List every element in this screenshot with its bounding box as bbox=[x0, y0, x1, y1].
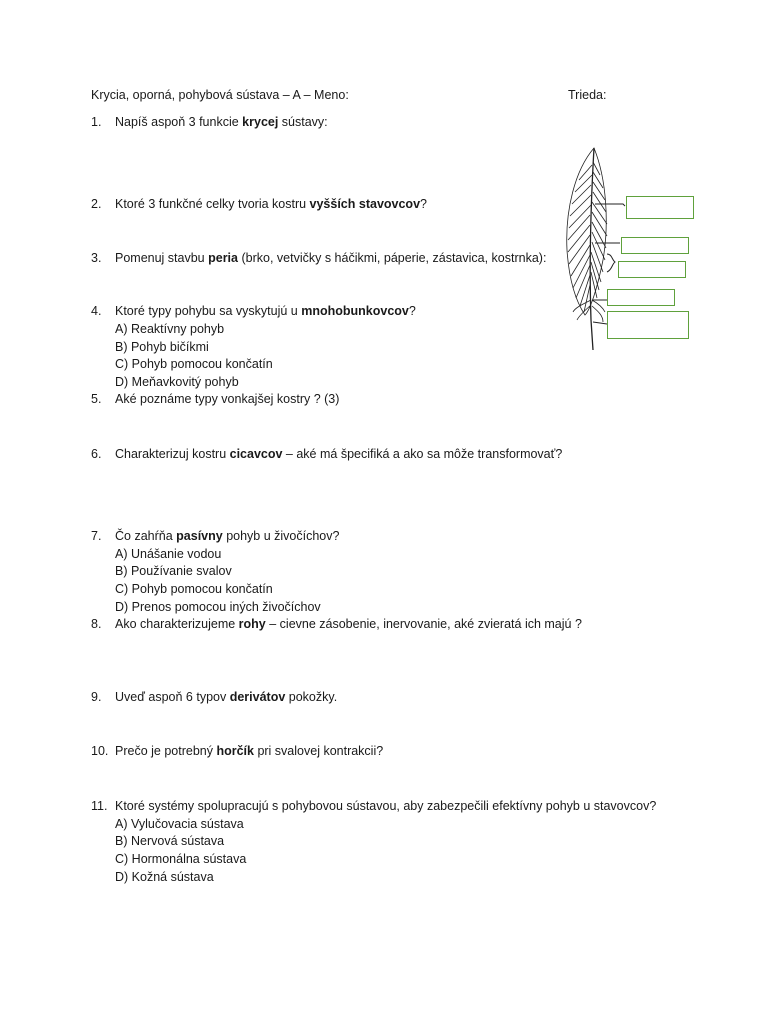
question-text: Prečo je potrebný horčík pri svalovej kontrakcii? bbox=[115, 744, 384, 758]
question-number: 7. bbox=[91, 529, 102, 543]
question-text: Aké poznáme typy vonkajšej kostry ? (3) bbox=[115, 392, 340, 406]
answer-option: A) Reaktívny pohyb bbox=[115, 322, 225, 336]
feather-label-box[interactable] bbox=[607, 289, 675, 306]
question-number: 1. bbox=[91, 115, 102, 129]
question-text: Charakterizuj kostru cicavcov – aké má špecifiká a ako sa môže transformovať? bbox=[115, 447, 563, 461]
question-text: Ktoré typy pohybu sa vyskytujú u mnohobunkovcov? bbox=[115, 304, 416, 318]
question-text: Ktoré 3 funkčné celky tvoria kostru vyšších stavovcov? bbox=[115, 197, 427, 211]
answer-option: A) Unášanie vodou bbox=[115, 547, 222, 561]
question-number: 5. bbox=[91, 392, 102, 406]
answer-option: D) Kožná sústava bbox=[115, 870, 214, 884]
answer-option: A) Vylučovacia sústava bbox=[115, 817, 244, 831]
question-number: 9. bbox=[91, 690, 102, 704]
question-text: Ktoré systémy spolupracujú s pohybovou sústavou, aby zabezpečili efektívny pohyb u stavovcov? bbox=[115, 799, 657, 813]
question-number: 2. bbox=[91, 197, 102, 211]
answer-option: B) Nervová sústava bbox=[115, 834, 225, 848]
feather-label-box[interactable] bbox=[621, 237, 689, 254]
question-text: Ako charakterizujeme rohy – cievne zásobenie, inervovanie, aké zvieratá ich majú ? bbox=[115, 617, 582, 631]
question-number: 6. bbox=[91, 447, 102, 461]
answer-option: C) Pohyb pomocou končatín bbox=[115, 582, 273, 596]
answer-option: D) Meňavkovitý pohyb bbox=[115, 375, 239, 389]
question-text: Uveď aspoň 6 typov derivátov pokožky. bbox=[115, 690, 338, 704]
question-number: 3. bbox=[91, 251, 102, 265]
question-number: 11. bbox=[91, 799, 108, 813]
class-label: Trieda: bbox=[568, 88, 607, 102]
answer-option: B) Pohyb bičíkmi bbox=[115, 340, 209, 354]
question-number: 10. bbox=[91, 744, 109, 758]
feather-label-box[interactable] bbox=[607, 311, 689, 339]
question-text: Pomenuj stavbu peria (brko, vetvičky s háčikmi, páperie, zástavica, kostrnka): bbox=[115, 251, 547, 265]
answer-option: C) Hormonálna sústava bbox=[115, 852, 247, 866]
feather-label-box[interactable] bbox=[618, 261, 686, 278]
answer-option: C) Pohyb pomocou končatín bbox=[115, 357, 273, 371]
worksheet-title: Krycia, oporná, pohybová sústava – A – Meno: bbox=[91, 88, 349, 102]
answer-option: B) Používanie svalov bbox=[115, 564, 232, 578]
question-number: 8. bbox=[91, 617, 102, 631]
question-text: Čo zahŕňa pasívny pohyb u živočíchov? bbox=[115, 529, 340, 543]
answer-option: D) Prenos pomocou iných živočíchov bbox=[115, 600, 321, 614]
question-number: 4. bbox=[91, 304, 102, 318]
question-text: Napíš aspoň 3 funkcie krycej sústavy: bbox=[115, 115, 328, 129]
feather-label-box[interactable] bbox=[626, 196, 694, 219]
